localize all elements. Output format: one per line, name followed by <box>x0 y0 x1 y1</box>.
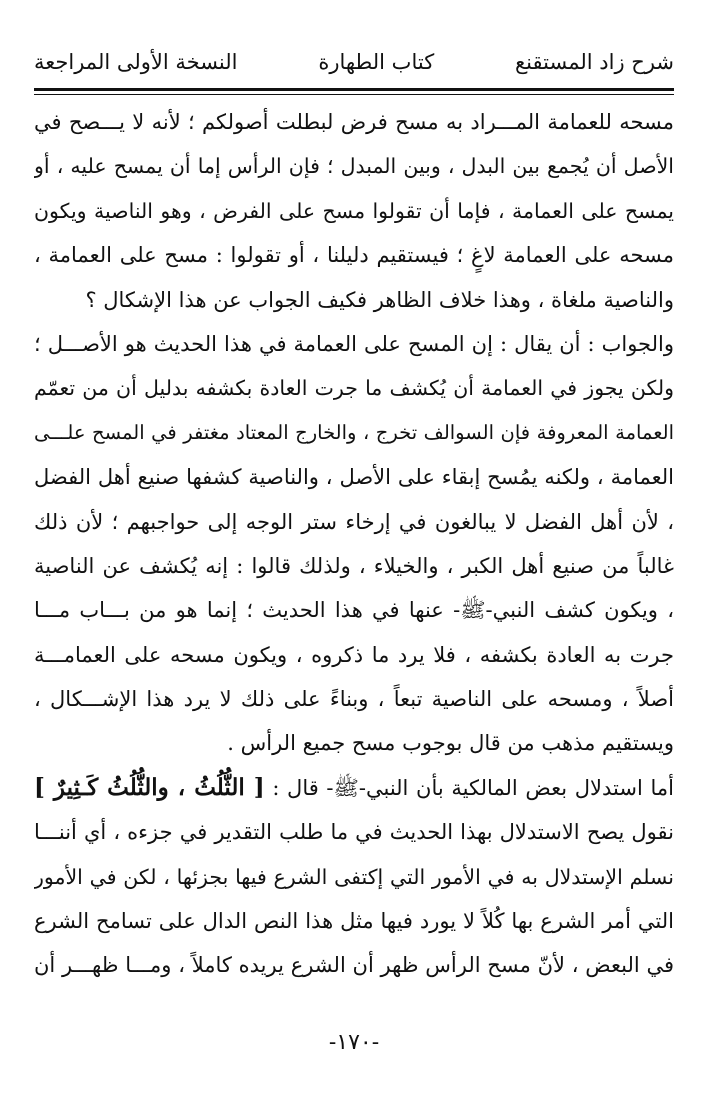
text-line: العمامة المعروفة فإن السوالف تخرج ، والخارج المعتاد مغتفر في المسح علـــى <box>34 420 674 444</box>
text-line: مسحه على العمامة لاغٍ ؛ فيستقيم دليلنا ، أو تقولوا : مسح على العمامة ، <box>34 243 674 268</box>
text-line: ولكن يجوز في العمامة أن يُكشف ما جرت العادة بكشفه بدليل أن من تعمّم <box>34 376 674 401</box>
header-book-title: شرح زاد المستقنع <box>515 50 674 74</box>
text-line: العمامة ، ولكنه يمُسح إبقاء على الأصل ، والناصية كشفها صنيع أهل الفضل <box>34 465 674 490</box>
text-line: ، لأن أهل الفضل لا يبالغون في إرخاء ستر الوجه إلى حواجبهم ؛ لأن ذلك <box>34 509 674 534</box>
text-line: جرت به العادة بكشفه ، فلا يرد ما ذكروه ، ويكون مسحه على العمامـــة <box>34 642 674 667</box>
quote-line <box>34 766 674 810</box>
quote-prefix: أما استدلال بعض المالكية بأن النبي-ﷺ- قال : <box>272 775 674 800</box>
header-chapter-title: كتاب الطهارة <box>318 50 435 74</box>
text-line: والجواب : أن يقال : إن المسح على العمامة في هذا الحديث هو الأصـــل ؛ <box>34 331 674 356</box>
header-edition-note: النسخة الأولى المراجعة <box>34 50 238 74</box>
text-line: غالباً من صنيع أهل الكبر ، والخيلاء ، ولذلك قالوا : إنه يُكشف عن الناصية <box>34 553 674 578</box>
page-number: -١٧٠- <box>328 1030 380 1055</box>
text-line: في البعض ، لأنّ مسح الرأس ظهر أن الشرع يريده كاملاً ، ومـــا ظهـــر أن <box>34 953 674 978</box>
text-line: يمسح على العمامة ، فإما أن تقولوا مسح على الفرض ، وهو الناصية ويكون <box>34 198 674 223</box>
text-line: التي أمر الشرع بها كُلاً لا يورد فيها مثل هذا النص الدال على تسامح الشرع <box>34 909 674 934</box>
text-line: أصلاً ، ومسحه على الناصية تبعاً ، وبناءً على ذلك لا يرد هذا الإشـــكال ، <box>34 687 674 712</box>
body-text <box>34 100 674 988</box>
text-line: والناصية ملغاة ، وهذا خلاف الظاهر فكيف الجواب عن هذا الإشكال ؟ <box>85 287 674 312</box>
text-line: نقول يصح الاستدلال بهذا الحديث في ما طلب التقدير في جزءه ، أي أننـــا <box>34 820 674 845</box>
header-rule-thin <box>34 94 674 95</box>
text-line: الأصل أن يُجمع بين البدل ، وبين المبدل ؛ فإن الرأس إما أن يمسح عليه ، أو <box>34 154 674 179</box>
text-line: نسلم الإستدلال به في الأمور التي إكتفى الشرع فيها بجزئها ، لكن في الأمور <box>34 864 674 889</box>
text-line: ، ويكون كشف النبي-ﷺ- عنها في هذا الحديث ؛ إنما هو من بـــاب مـــا <box>34 598 674 623</box>
hadith-quote: [ الثُّلُثُ ، والثُّلُثُ كَـثِيرٌ ] <box>34 773 265 801</box>
text-line: ويستقيم مذهب من قال بوجوب مسح جميع الرأس . <box>227 731 674 756</box>
page-header <box>34 40 674 84</box>
header-rule-thick <box>34 88 674 91</box>
text-line: مسحه للعمامة المـــراد به مسح فرض لبطلت أصولكم ؛ لأنه لا يـــصح في <box>34 110 674 134</box>
